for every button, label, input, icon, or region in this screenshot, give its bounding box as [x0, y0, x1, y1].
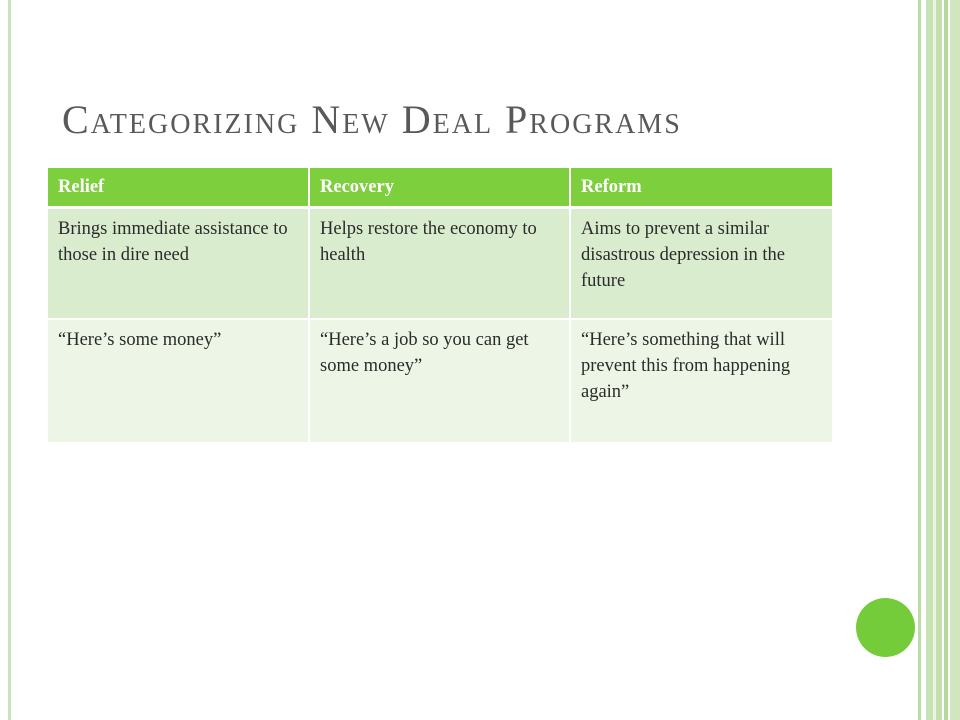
header-relief: Relief [48, 168, 309, 208]
programs-table [48, 168, 832, 444]
stripe [936, 0, 942, 720]
decorative-green-circle [856, 598, 915, 657]
table-cell: “Here’s a job so you can get some money” [309, 319, 570, 443]
slide-title: Categorizing New Deal Programs [62, 97, 682, 142]
table-cell: “Here’s something that will prevent this from happening again” [570, 319, 832, 443]
table-cell: Helps restore the economy to health [309, 208, 570, 319]
table-header-row [48, 168, 832, 208]
left-frame-line [8, 0, 11, 720]
table-cell: “Here’s some money” [48, 319, 309, 443]
stripe [918, 0, 921, 720]
table-row [48, 208, 832, 319]
stripe [926, 0, 933, 720]
table-cell: Aims to prevent a similar disastrous depression in the future [570, 208, 832, 319]
table-cell: Brings immediate assistance to those in dire need [48, 208, 309, 319]
right-decorative-stripes [918, 0, 960, 720]
stripe [950, 0, 960, 720]
stripe [944, 0, 948, 720]
header-reform: Reform [570, 168, 832, 208]
table-row [48, 319, 832, 443]
header-recovery: Recovery [309, 168, 570, 208]
